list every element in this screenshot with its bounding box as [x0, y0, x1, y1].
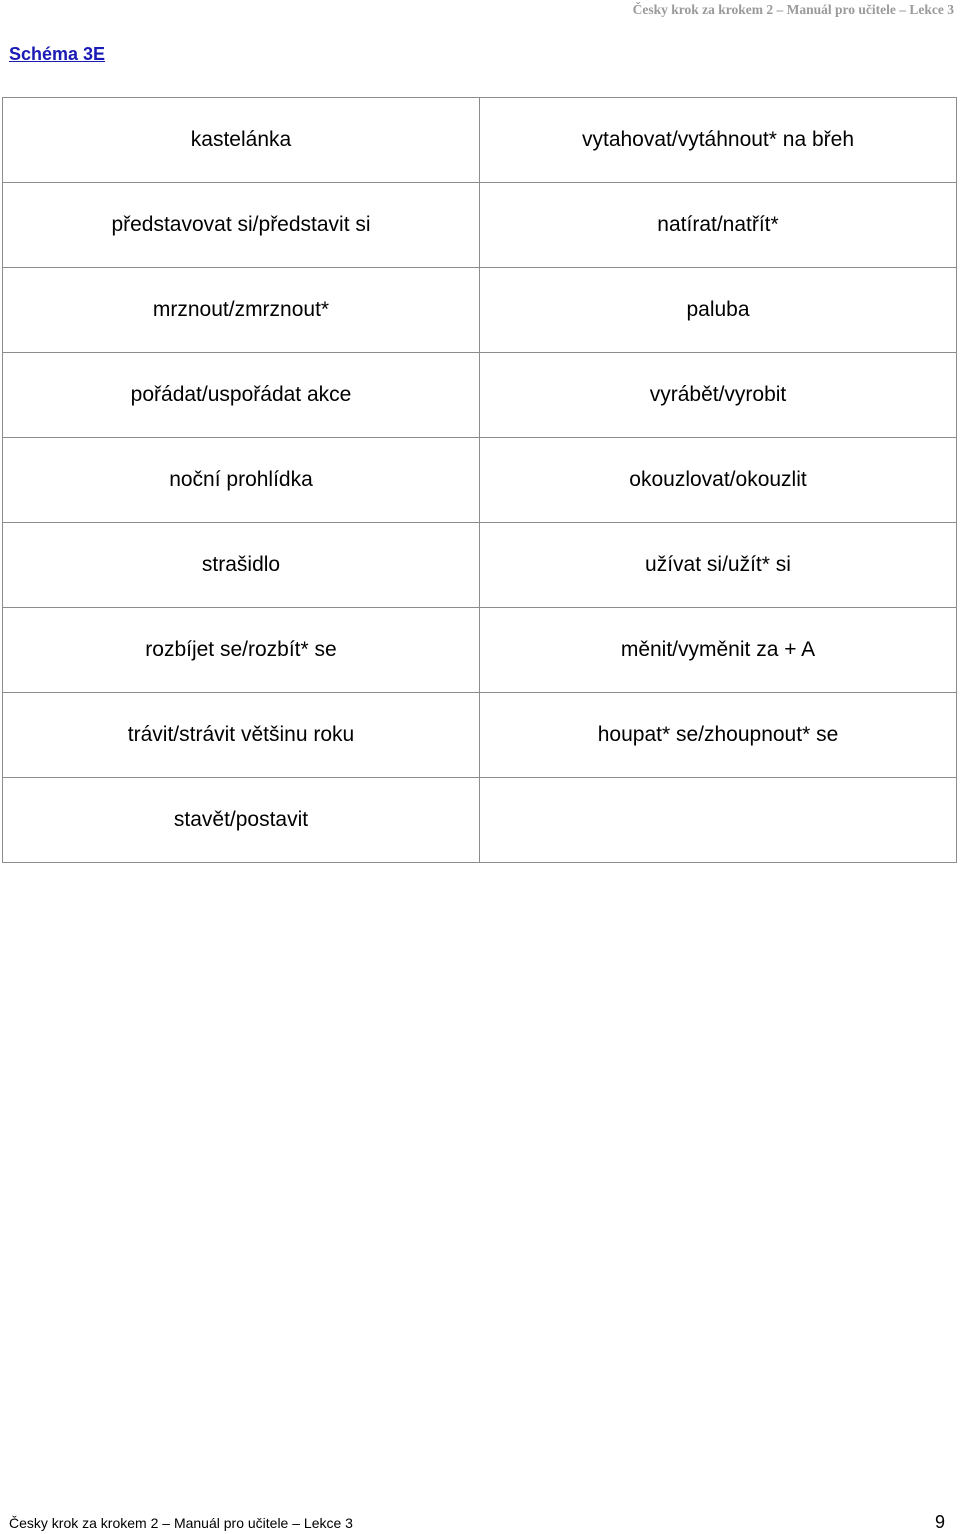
table-cell: rozbíjet se/rozbít* se	[3, 608, 480, 693]
table-row	[3, 693, 957, 778]
table-cell: strašidlo	[3, 523, 480, 608]
schema-title: Schéma 3E	[9, 44, 106, 64]
table-cell: noční prohlídka	[3, 438, 480, 523]
running-header: Česky krok za krokem 2 – Manuál pro učitele – Lekce 3	[632, 2, 954, 17]
table-cell: užívat si/užít* si	[480, 523, 957, 608]
table-row	[3, 523, 957, 608]
table-row	[3, 183, 957, 268]
table-cell: vyrábět/vyrobit	[480, 353, 957, 438]
table-row	[3, 608, 957, 693]
table-cell: okouzlovat/okouzlit	[480, 438, 957, 523]
page-number: 9	[934, 1512, 945, 1532]
table-cell: vytahovat/vytáhnout* na břeh	[480, 98, 957, 183]
table-row	[3, 438, 957, 523]
table-cell: natírat/natřít*	[480, 183, 957, 268]
table-cell: představovat si/představit si	[3, 183, 480, 268]
table-cell-empty	[480, 778, 957, 863]
table-row	[3, 268, 957, 353]
table-cell: trávit/strávit většinu roku	[3, 693, 480, 778]
table-cell: stavět/postavit	[3, 778, 480, 863]
table-cell: kastelánka	[3, 98, 480, 183]
table-cell: pořádat/uspořádat akce	[3, 353, 480, 438]
table-cell: mrznout/zmrznout*	[3, 268, 480, 353]
vocabulary-card-table	[2, 97, 957, 863]
page-footer: Česky krok za krokem 2 – Manuál pro učitele – Lekce 3	[9, 1515, 353, 1531]
table-row	[3, 98, 957, 183]
table-row	[3, 353, 957, 438]
table-cell: měnit/vyměnit za + A	[480, 608, 957, 693]
table-cell: houpat* se/zhoupnout* se	[480, 693, 957, 778]
table-row	[3, 778, 957, 863]
table-cell: paluba	[480, 268, 957, 353]
